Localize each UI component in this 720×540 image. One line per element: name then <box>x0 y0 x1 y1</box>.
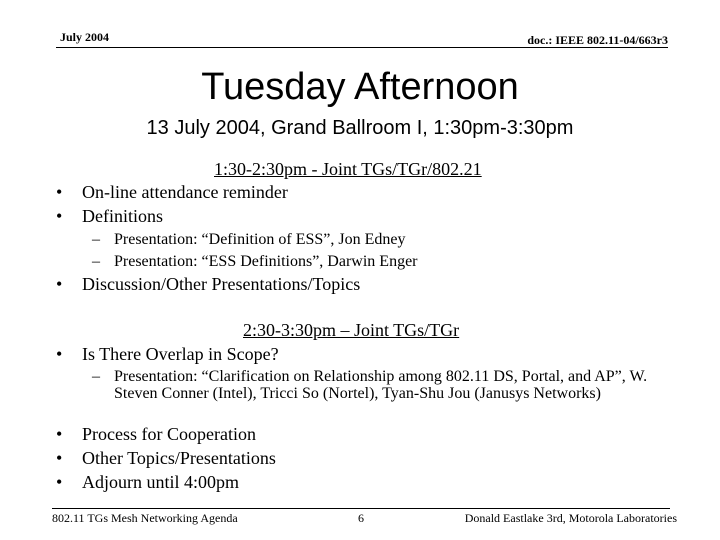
bullet-item <box>56 206 656 228</box>
footer-rule <box>52 508 670 509</box>
header-rule <box>56 47 668 48</box>
dash-glyph: – <box>92 253 100 270</box>
bullet-glyph: • <box>56 274 63 294</box>
sub-item <box>92 368 692 422</box>
bullet-glyph: • <box>56 424 63 444</box>
bullet-text: Other Topics/Presentations <box>82 448 276 468</box>
session-heading-1: 1:30-2:30pm - Joint TGs/TGr/802.21 <box>214 159 482 179</box>
bullet-glyph: • <box>56 182 63 202</box>
footer-page-number: 6 <box>358 511 364 525</box>
bullet-item <box>56 182 656 204</box>
bullet-text: Adjourn until 4:00pm <box>82 472 239 492</box>
header-date: July 2004 <box>60 30 110 44</box>
bullet-text: Is There Overlap in Scope? <box>82 344 279 364</box>
dash-glyph: – <box>92 368 100 385</box>
dash-glyph: – <box>92 231 100 248</box>
bullet-glyph: • <box>56 472 63 492</box>
sub-item-text: Presentation: “Clarification on Relationship among 802.11 DS, Portal, and AP”, W. Steven Conner (Intel), Tricci So (Nortel), Tyan-Shu Jou (Janusys Networks) <box>114 368 648 402</box>
bullet-text: Discussion/Other Presentations/Topics <box>82 274 361 294</box>
slide-subtitle: 13 July 2004, Grand Ballroom I, 1:30pm-3:30pm <box>146 117 574 139</box>
bullet-item <box>56 344 656 366</box>
sub-item-text: Presentation: “Definition of ESS”, Jon Edney <box>114 231 406 248</box>
bullet-text: On-line attendance reminder <box>82 182 288 202</box>
header-doc-id: doc.: IEEE 802.11-04/663r3 <box>527 33 668 47</box>
session-heading-2: 2:30-3:30pm – Joint TGs/TGr <box>243 320 460 340</box>
bullet-item <box>56 472 656 494</box>
bullet-item <box>56 448 656 470</box>
footer-left: 802.11 TGs Mesh Networking Agenda <box>52 511 238 525</box>
sub-item <box>92 253 692 271</box>
sub-item-text: Presentation: “ESS Definitions”, Darwin Enger <box>114 253 418 270</box>
bullet-glyph: • <box>56 206 63 226</box>
bullet-item <box>56 424 656 446</box>
bullet-glyph: • <box>56 448 63 468</box>
footer-right: Donald Eastlake 3rd, Motorola Laboratories <box>464 511 677 525</box>
sub-item <box>92 231 692 249</box>
bullet-glyph: • <box>56 344 63 364</box>
slide-title: Tuesday Afternoon <box>201 66 519 108</box>
bullet-text: Process for Cooperation <box>82 424 256 444</box>
bullet-text: Definitions <box>82 206 163 226</box>
bullet-item <box>56 274 656 296</box>
